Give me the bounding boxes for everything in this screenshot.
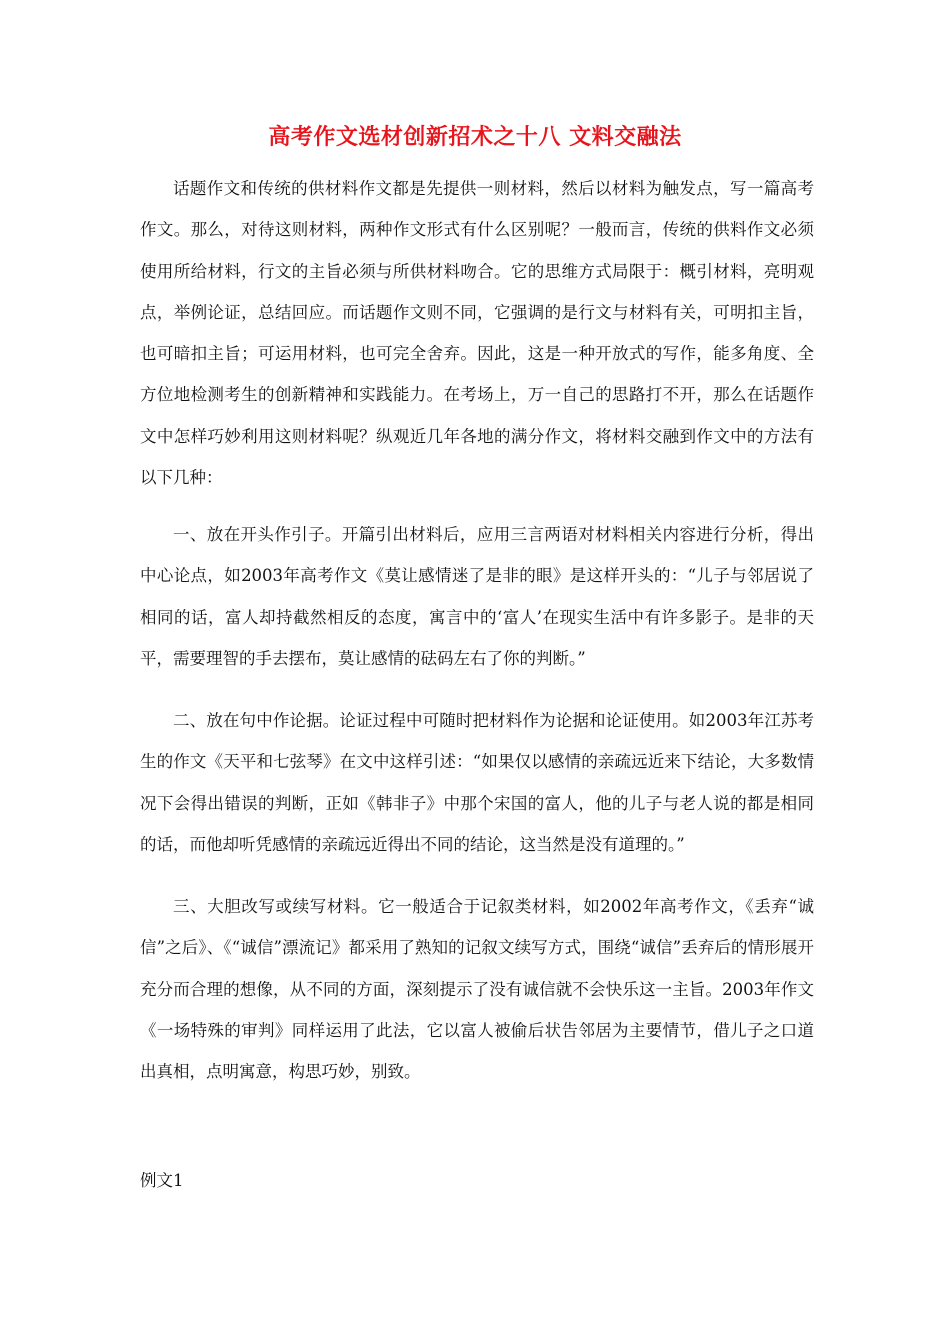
intro-paragraph: 话题作文和传统的供材料作文都是先提供一则材料，然后以材料为触发点，写一篇高考作文。那么，对待这则材料，两种作文形式有什么区别呢？一般而言，传统的供料作文必须使用所给材料，行文的主旨必须与所供材料吻合。它的思维方式局限于：概引材料，亮明观点，举例论证，总结回应。而话题作文则不同，它强调的是行文与材料有关，可明扣主旨，也可暗扣主旨；可运用材料，也可完全舍弃。因此，这是一种开放式的写作，能多角度、全方位地检测考生的创新精神和实践能力。在考场上，万一自己的思路打不开，那么在话题作文中怎样巧妙利用这则材料呢？纵观近几年各地的满分作文，将材料交融到作文中的方法有以下几种： bbox=[140, 179, 814, 488]
method-three-paragraph: 三、大胆改写或续写材料。它一般适合于记叙类材料，如2002年高考作文，《丢弃“诚信”之后》、《“诚信”漂流记》都采用了熟知的记叙文续写方式，围绕“诚信”丢弃后的情形展开充分而合理的想像，从不同的方面，深刻提示了没有诚信就不会快乐这一主旨。2003年作文《一场特殊的审判》同样运用了此法，它以富人被偷后状告邻居为主要情节，借儿子之口道出真相，点明寓意，构思巧妙，别致。 bbox=[140, 897, 814, 1082]
document-title: 高考作文选材创新招术之十八 文料交融法 bbox=[268, 124, 682, 150]
method-one-paragraph: 一、放在开头作引子。开篇引出材料后，应用三言两语对材料相关内容进行分析，得出中心论点，如2003年高考作文《莫让感情迷了是非的眼》是这样开头的：“儿子与邻居说了相同的话，富人却持截然相反的态度，寓言中的‘富人’在现实生活中有许多影子。是非的天平，需要理智的手去摆布，莫让感情的砝码左右了你的判断。” bbox=[140, 525, 814, 668]
example-label: 例文1 bbox=[140, 1171, 184, 1190]
method-two-paragraph: 二、放在句中作论据。论证过程中可随时把材料作为论据和论证使用。如2003年江苏考生的作文《天平和七弦琴》在文中这样引述：“如果仅以感情的亲疏远近来下结论，大多数情况下会得出错误的判断，正如《韩非子》中那个宋国的富人，他的儿子与老人说的都是相同的话，而他却听凭感情的亲疏远近得出不同的结论，这当然是没有道理的。” bbox=[140, 711, 814, 854]
